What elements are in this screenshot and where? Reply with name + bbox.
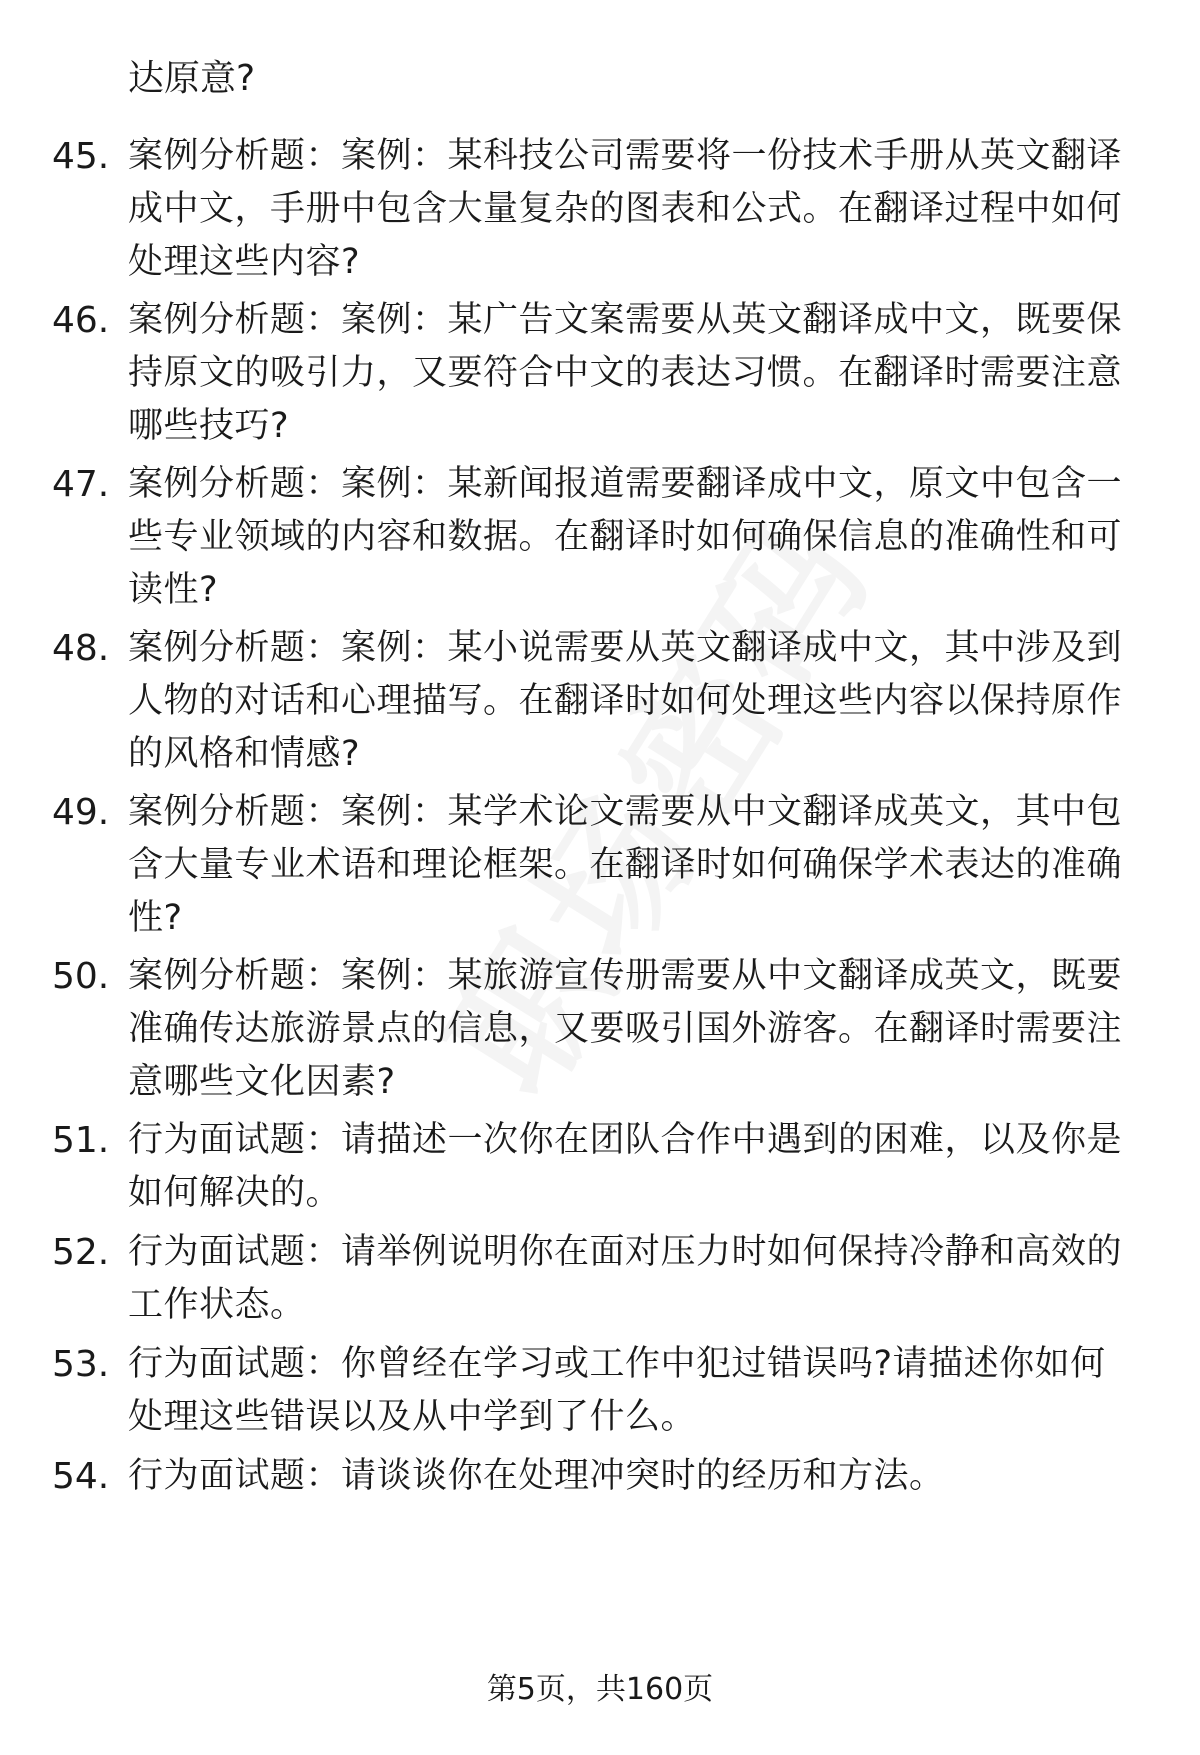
question-text: 行为面试题：请描述一次你在团队合作中遇到的困难，以及你是如何解决的。 <box>128 1120 1123 1213</box>
question-number: 51. <box>52 1120 110 1161</box>
question-text: 案例分析题：案例：某小说需要从英文翻译成中文，其中涉及到人物的对话和心理描写。在翻译时如何处理这些内容以保持原作的风格和情感? <box>128 628 1123 774</box>
question-number: 49. <box>52 792 110 833</box>
question-number: 54. <box>52 1456 110 1497</box>
question-text: 案例分析题：案例：某学术论文需要从中文翻译成英文，其中包含大量专业术语和理论框架。在翻译时如何确保学术表达的准确性? <box>128 792 1123 938</box>
question-number: 45. <box>52 136 110 177</box>
question-text: 案例分析题：案例：某广告文案需要从英文翻译成中文，既要保持原文的吸引力，又要符合中文的表达习惯。在翻译时需要注意哪些技巧? <box>128 300 1123 446</box>
page-footer: 第5页，共160页 <box>486 1672 714 1707</box>
question-text: 行为面试题：请谈谈你在处理冲突时的经历和方法。 <box>128 1456 945 1496</box>
question-text: 行为面试题：请举例说明你在面对压力时如何保持冷静和高效的工作状态。 <box>128 1232 1123 1325</box>
question-number: 53. <box>52 1344 110 1385</box>
question-number: 48. <box>52 628 110 669</box>
question-number: 47. <box>52 464 110 505</box>
question-text: 案例分析题：案例：某旅游宣传册需要从中文翻译成英文，既要准确传达旅游景点的信息，又要吸引国外游客。在翻译时需要注意哪些文化因素? <box>128 956 1123 1102</box>
question-text: 案例分析题：案例：某科技公司需要将一份技术手册从英文翻译成中文，手册中包含大量复杂的图表和公式。在翻译过程中如何处理这些内容? <box>128 136 1123 282</box>
question-number: 52. <box>52 1232 110 1273</box>
question-number: 46. <box>52 300 110 341</box>
question-text: 案例分析题：案例：某新闻报道需要翻译成中文，原文中包含一些专业领域的内容和数据。在翻译时如何确保信息的准确性和可读性? <box>128 464 1123 610</box>
question-number: 50. <box>52 956 110 997</box>
question-text: 行为面试题：你曾经在学习或工作中犯过错误吗?请描述你如何处理这些错误以及从中学到了什么。 <box>128 1344 1106 1437</box>
continuation-text: 达原意? <box>128 58 256 99</box>
